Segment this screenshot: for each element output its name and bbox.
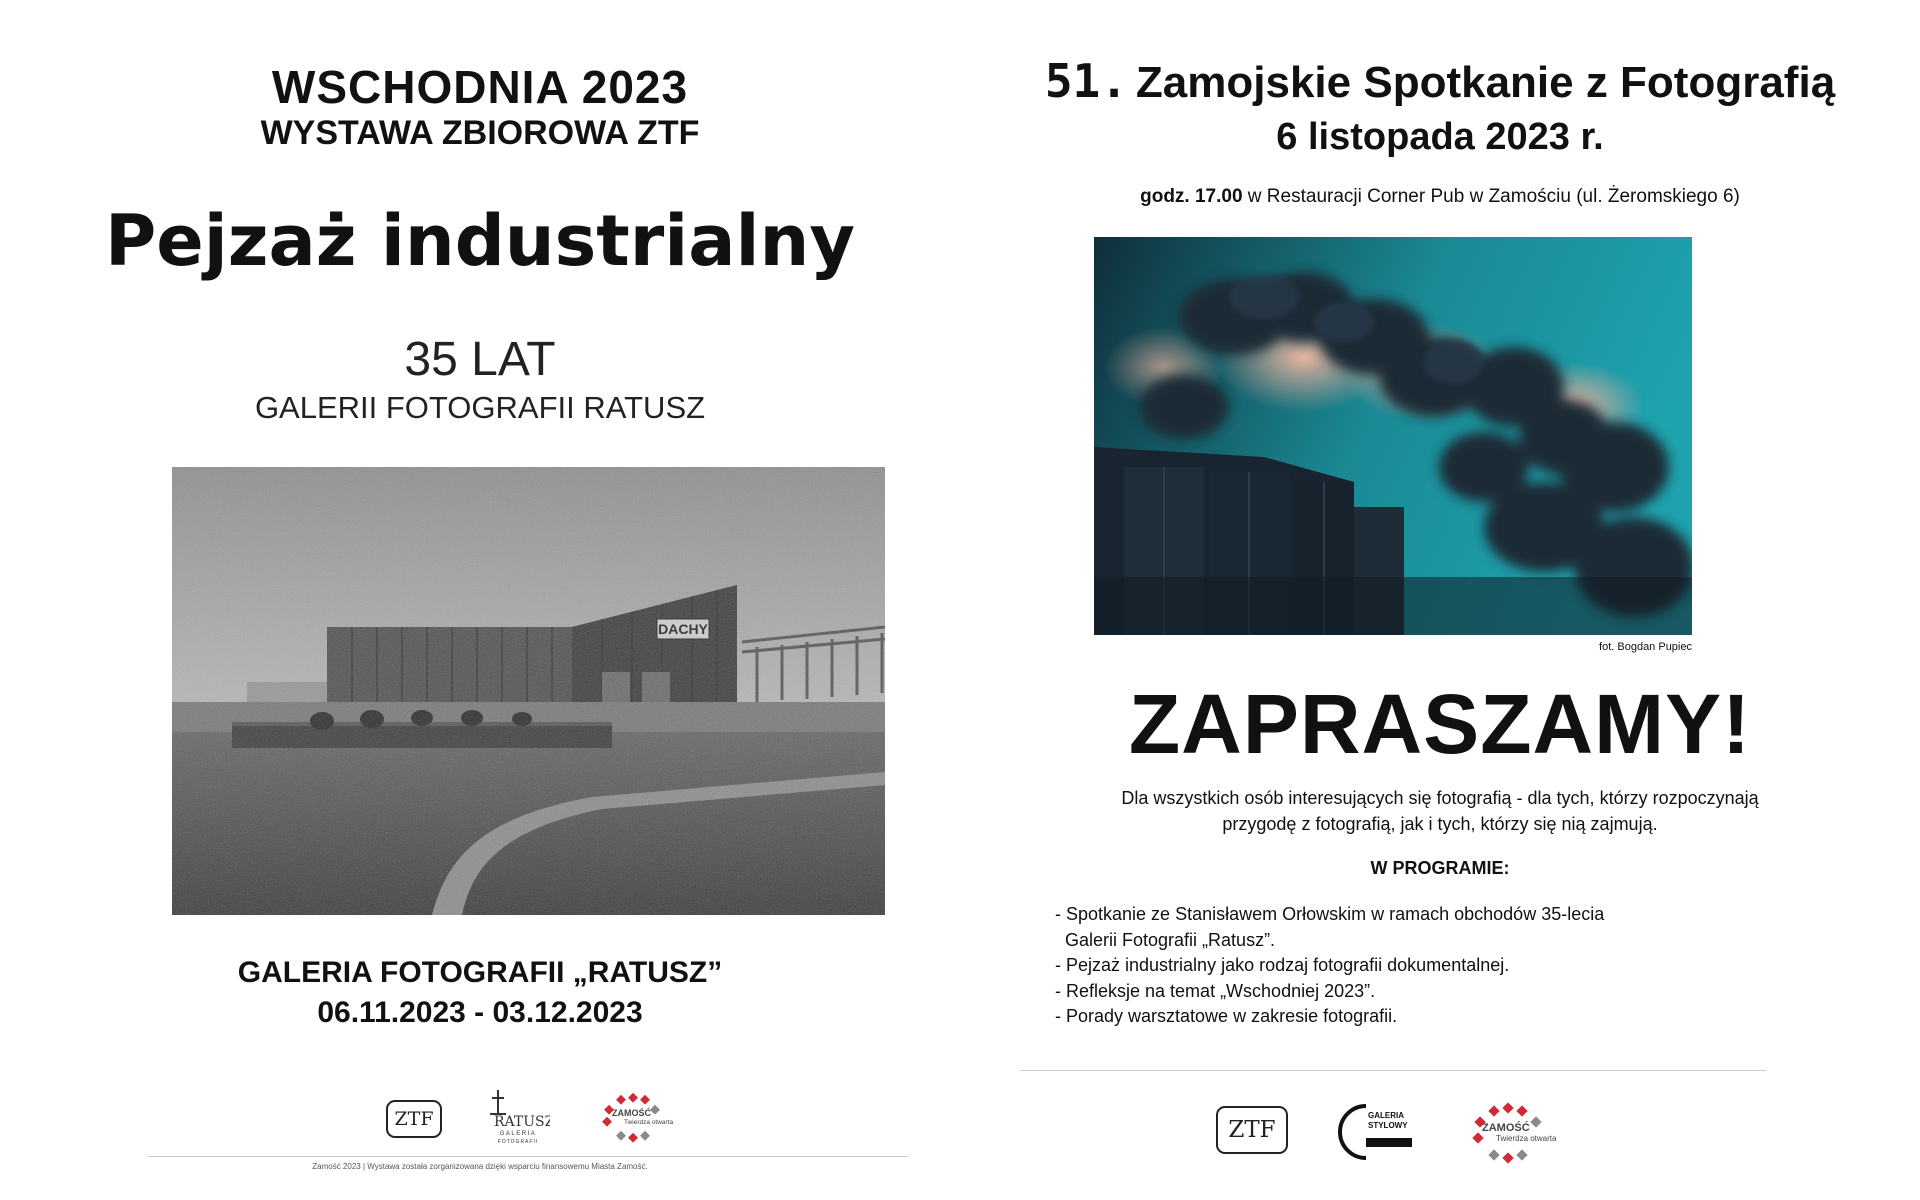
program-item: - Refleksje na temat „Wschodniej 2023”. bbox=[1055, 980, 1376, 1001]
program-item: - Porady warsztatowe w zakresie fotografii. bbox=[1055, 1006, 1398, 1026]
meeting-number: 51. bbox=[1044, 54, 1128, 108]
photo-credit: fot. Bogdan Pupiec bbox=[1599, 641, 1692, 653]
meeting-info bbox=[960, 186, 1920, 208]
industrial-landscape-photo bbox=[172, 467, 885, 915]
program-list bbox=[1055, 902, 1604, 1030]
ratusz-logo-title: RATUSZ bbox=[494, 1114, 550, 1130]
program-item: - Pejzaż industrialny jako rodzaj fotografii dokumentalnej. bbox=[1055, 955, 1510, 975]
stylowy-logo-line-1: GALERIA bbox=[1368, 1111, 1404, 1120]
venue-name: GALERIA FOTOGRAFII „RATUSZ” bbox=[237, 956, 723, 989]
ztf-logo: ZTF bbox=[386, 1100, 442, 1138]
exhibition-dates: 06.11.2023 - 03.12.2023 bbox=[317, 996, 643, 1029]
ztf-logo: ZTF bbox=[1216, 1106, 1288, 1154]
zamosc-logo-name: ZAMOŚĆ bbox=[1482, 1122, 1530, 1134]
program-item: Galerii Fotografii „Ratusz”. bbox=[1055, 929, 1276, 950]
right-footer-divider bbox=[1020, 1070, 1766, 1071]
zamosc-logo-sub: Twierdza otwarta bbox=[624, 1119, 674, 1126]
ratusz-logo-sub2: FOTOGRAFII bbox=[497, 1139, 539, 1145]
zamosc-logo bbox=[598, 1092, 674, 1146]
description-line-1: Dla wszystkich osób interesujących się fotografią - dla tych, którzy rozpoczynają bbox=[1121, 788, 1759, 808]
anniversary-years: 35 LAT bbox=[404, 333, 556, 386]
anniversary-gallery: GALERII FOTOGRAFII RATUSZ bbox=[254, 390, 706, 425]
exhibition-subtitle: WYSTAWA ZBIOROWA ZTF bbox=[260, 114, 700, 152]
right-logo-row bbox=[960, 1102, 1920, 1162]
event-title: WSCHODNIA 2023 bbox=[271, 61, 689, 113]
right-poster bbox=[960, 0, 1920, 1200]
meeting-date: 6 listopada 2023 r. bbox=[1276, 116, 1604, 158]
left-logo-row bbox=[0, 1088, 960, 1148]
zamosc-logo-sub: Twierdza otwarta bbox=[1496, 1134, 1557, 1143]
meeting-time: godz. 17.00 bbox=[1140, 186, 1243, 207]
stylowy-logo-line-2: STYLOWY bbox=[1368, 1121, 1408, 1130]
left-footer-note: Zamość 2023 | Wystawa została zorganizowana dzięki wsparciu finansowemu Miasta Zamość. bbox=[312, 1162, 648, 1171]
left-footer-divider bbox=[148, 1156, 908, 1157]
zamosc-logo-name: ZAMOŚĆ bbox=[612, 1108, 651, 1118]
program-item: - Spotkanie ze Stanisławem Orłowskim w ramach obchodów 35-lecia bbox=[1055, 904, 1605, 924]
description-line-2: przygodę z fotografią, jak i tych, którzy się nią zajmują. bbox=[1222, 814, 1658, 834]
smoke-clouds-photo bbox=[1094, 237, 1692, 635]
galeria-stylowy-logo bbox=[1338, 1102, 1418, 1162]
meeting-place: w Restauracji Corner Pub w Zamościu (ul. Żeromskiego 6) bbox=[1242, 186, 1740, 207]
zamosc-logo bbox=[1464, 1102, 1564, 1166]
meeting-name: Zamojskie Spotkanie z Fotografią bbox=[1135, 58, 1836, 107]
meeting-title bbox=[960, 54, 1920, 108]
exhibition-title: Pejzaż industrialny bbox=[105, 200, 855, 282]
program-heading: W PROGRAMIE: bbox=[1370, 858, 1510, 878]
ratusz-logo bbox=[486, 1088, 550, 1148]
invite-headline: ZAPRASZAMY! bbox=[1128, 677, 1752, 771]
ratusz-logo-sub1: GALERIA bbox=[499, 1131, 537, 1137]
